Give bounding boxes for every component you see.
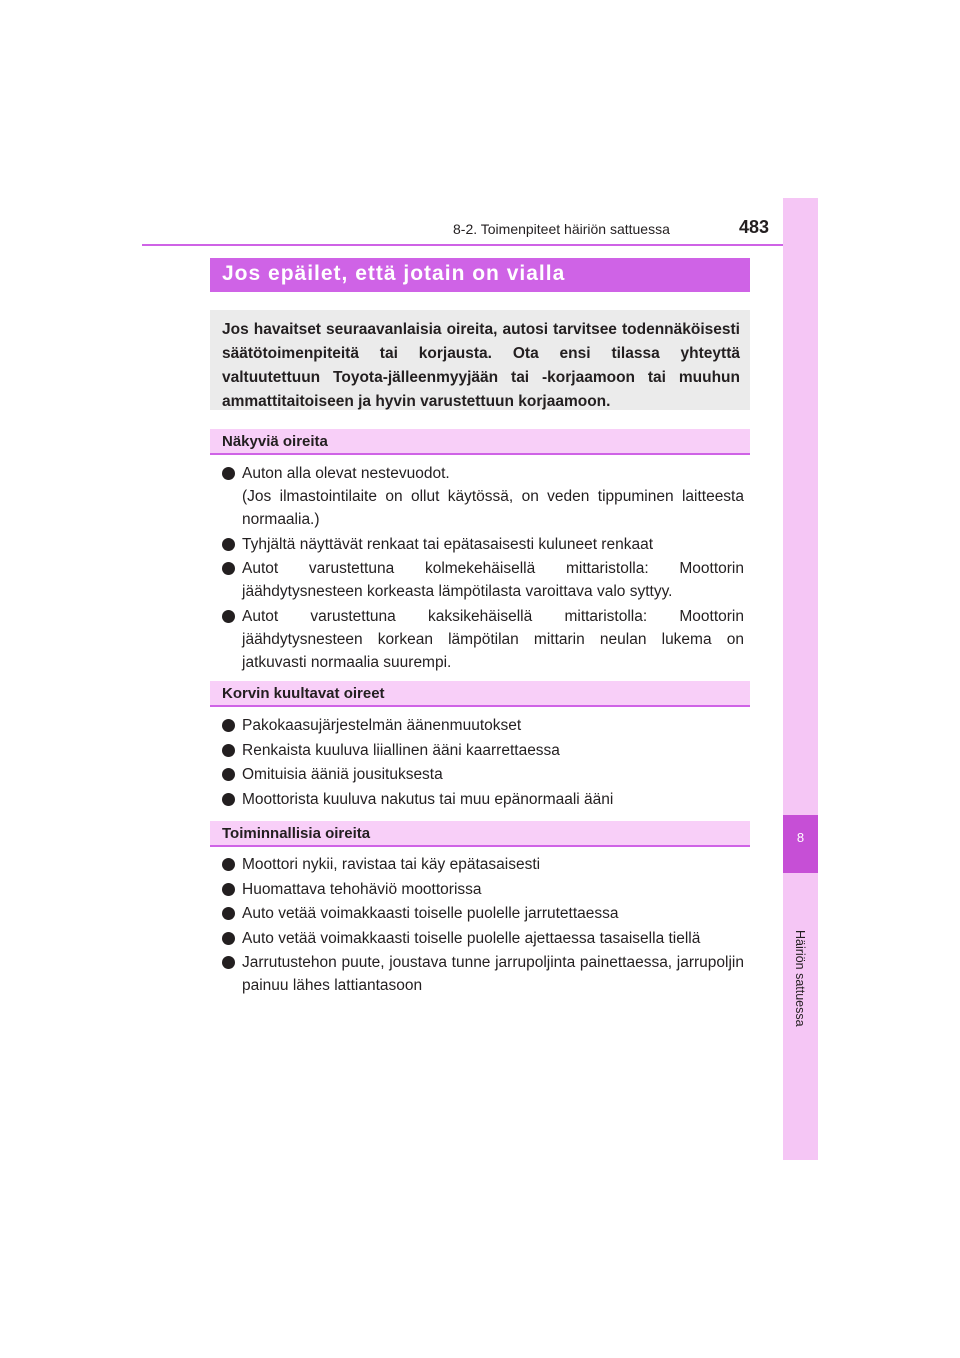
list-item: Tyhjältä näyttävät renkaat tai epätasaisesti kuluneet renkaat bbox=[222, 533, 744, 556]
bullet-icon bbox=[222, 744, 235, 757]
section-heading-visible: Näkyviä oireita bbox=[210, 429, 750, 455]
section-heading-audible: Korvin kuultavat oireet bbox=[210, 681, 750, 707]
bullet-icon bbox=[222, 883, 235, 896]
functional-symptoms-list bbox=[222, 853, 744, 999]
intro-box: Jos havaitset seuraavanlaisia oireita, autosi tarvitsee todennäköisesti säätötoimenpiteitä tai korjausta. Ota ensi tilassa yhteyttä valtuutettuun Toyota-jälleenmyyjään tai -korjaamoon tai muuhun ammattitaitoiseen ja hyvin varustettuun korjaamoon. bbox=[210, 310, 750, 410]
chapter-number: 8 bbox=[796, 830, 805, 845]
list-item: Autot varustettuna kaksikehäisellä mittaristolla: Moottorin jäähdytysnesteen korkean lämpötilan mittarin neulan lukema on jatkuvasti normaalia suurempi. bbox=[222, 605, 744, 674]
page-number: 483 bbox=[739, 217, 770, 237]
list-item: Autot varustettuna kolmekehäisellä mittaristolla: Moottorin jäähdytysnesteen korkeasta lämpötilasta varoittava valo syttyy. bbox=[222, 557, 744, 603]
bullet-icon bbox=[222, 562, 235, 575]
list-item: Omituisia ääniä jousituksesta bbox=[222, 763, 744, 786]
bullet-icon bbox=[222, 858, 235, 871]
page-title: Jos epäilet, että jotain on vialla bbox=[210, 258, 750, 292]
bullet-icon bbox=[222, 610, 235, 623]
list-item: Huomattava tehohäviö moottorissa bbox=[222, 878, 744, 901]
list-item: Jarrutustehon puute, joustava tunne jarrupoljinta painettaessa, jarrupoljin painuu lähes lattiantasoon bbox=[222, 951, 744, 997]
bullet-icon bbox=[222, 467, 235, 480]
list-item: Moottorista kuuluva nakutus tai muu epänormaali ääni bbox=[222, 788, 744, 811]
list-item: Renkaista kuuluva liiallinen ääni kaarrettaessa bbox=[222, 739, 744, 762]
bullet-icon bbox=[222, 768, 235, 781]
list-item: Pakokaasujärjestelmän äänenmuutokset bbox=[222, 714, 744, 737]
visible-symptoms-list bbox=[222, 462, 744, 675]
bullet-icon bbox=[222, 956, 235, 969]
list-item: Auto vetää voimakkaasti toiselle puolelle jarrutettaessa bbox=[222, 902, 744, 925]
bullet-icon bbox=[222, 793, 235, 806]
list-item: Moottori nykii, ravistaa tai käy epätasaisesti bbox=[222, 853, 744, 876]
bullet-icon bbox=[222, 538, 235, 551]
section-path: 8-2. Toimenpiteet häiriön sattuessa bbox=[453, 221, 670, 237]
section-heading-functional: Toiminnallisia oireita bbox=[210, 821, 750, 847]
header-rule bbox=[142, 244, 818, 246]
chapter-label: Häiriön sattuessa bbox=[793, 930, 807, 1027]
bullet-icon bbox=[222, 932, 235, 945]
list-item: Auton alla olevat nestevuodot. (Jos ilmastointilaite on ollut käytössä, on veden tippuminen laitteesta normaalia.) bbox=[222, 462, 744, 531]
list-item: Auto vetää voimakkaasti toiselle puolelle ajettaessa tasaisella tiellä bbox=[222, 927, 744, 950]
bullet-icon bbox=[222, 907, 235, 920]
audible-symptoms-list bbox=[222, 714, 744, 812]
bullet-icon bbox=[222, 719, 235, 732]
